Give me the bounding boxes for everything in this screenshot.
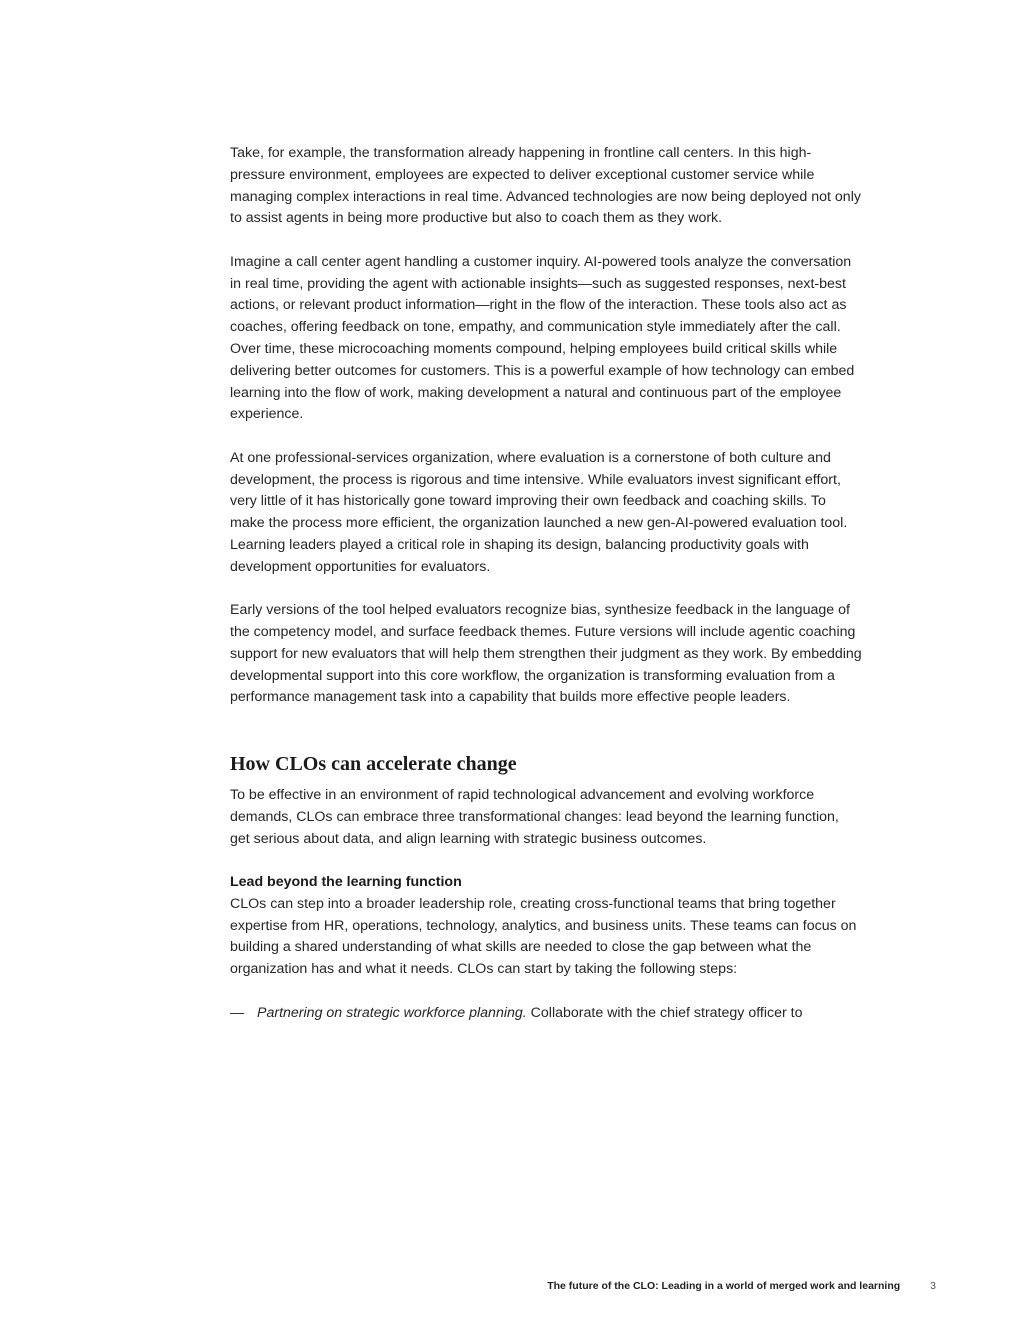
section-intro: To be effective in an environment of rapid technological advancement and evolving workforce demands, CLOs can embrace three transformational changes: lead beyond the learning function, get serious about data, and align learning with strategic business outcomes. xyxy=(230,787,839,847)
section-heading: How CLOs can accelerate change xyxy=(230,753,517,776)
page-footer xyxy=(547,1280,936,1292)
subheading-lead-beyond: Lead beyond the learning function xyxy=(230,874,462,891)
bullet-dash: — xyxy=(230,1004,245,1021)
paragraph-call-centers: Take, for example, the transformation already happening in frontline call centers. In this high-pressure environment, employees are expected to deliver exceptional customer service while managing complex interactions in real time. Advanced technologies are now being deployed not only to assist agents in being more productive but also to coach them as they work. xyxy=(230,145,861,227)
bullet-text-wrapper xyxy=(257,1003,802,1025)
paragraph-professional-services: At one professional-services organization, where evaluation is a cornerstone of both culture and development, the process is rigorous and time intensive. While evaluators invest significant effort, very little of it has historically gone toward improving their own feedback and coaching skills. To make the process more efficient, the organization launched a new gen-AI-powered evaluation tool. Learning leaders played a critical role in shaping its design, balancing productivity goals with development opportunities for evaluators. xyxy=(230,449,848,575)
paragraph-early-versions: Early versions of the tool helped evaluators recognize bias, synthesize feedback in the language of the competency model, and surface feedback themes. Future versions will include agentic coaching support for new evaluators that will help them strengthen their judgment as they work. By embedding developmental support into this core workflow, the organization is transforming evaluation from a performance management task into a capability that builds more effective people leaders. xyxy=(230,602,862,706)
document-body xyxy=(230,143,862,1024)
subsection-body: CLOs can step into a broader leadership role, creating cross-functional teams that bring together expertise from HR, operations, technology, analytics, and business units. These teams can focus on building a shared understanding of what skills are needed to close the gap between what the organization has and what it needs. CLOs can start by taking the following steps: xyxy=(230,895,857,978)
bullet-item xyxy=(230,1003,862,1025)
bullet-lead: Partnering on strategic workforce planning. xyxy=(257,1004,527,1021)
page-number: 3 xyxy=(930,1280,936,1292)
paragraph-call-center-agent: Imagine a call center agent handling a customer inquiry. AI-powered tools analyze the conversation in real time, providing the agent with actionable insights—such as suggested responses, next-best actions, or relevant product information—right in the flow of the interaction. These tools also act as coaches, offering feedback on tone, empathy, and communication style immediately after the call. Over time, these microcoaching moments compound, helping employees build critical skills while delivering better outcomes for customers. This is a powerful example of how technology can embed learning into the flow of work, making development a natural and continuous part of the employee experience. xyxy=(230,253,855,423)
footer-title: The future of the CLO: Leading in a world of merged work and learning xyxy=(547,1280,901,1292)
bullet-text: Collaborate with the chief strategy officer to xyxy=(526,1004,803,1021)
